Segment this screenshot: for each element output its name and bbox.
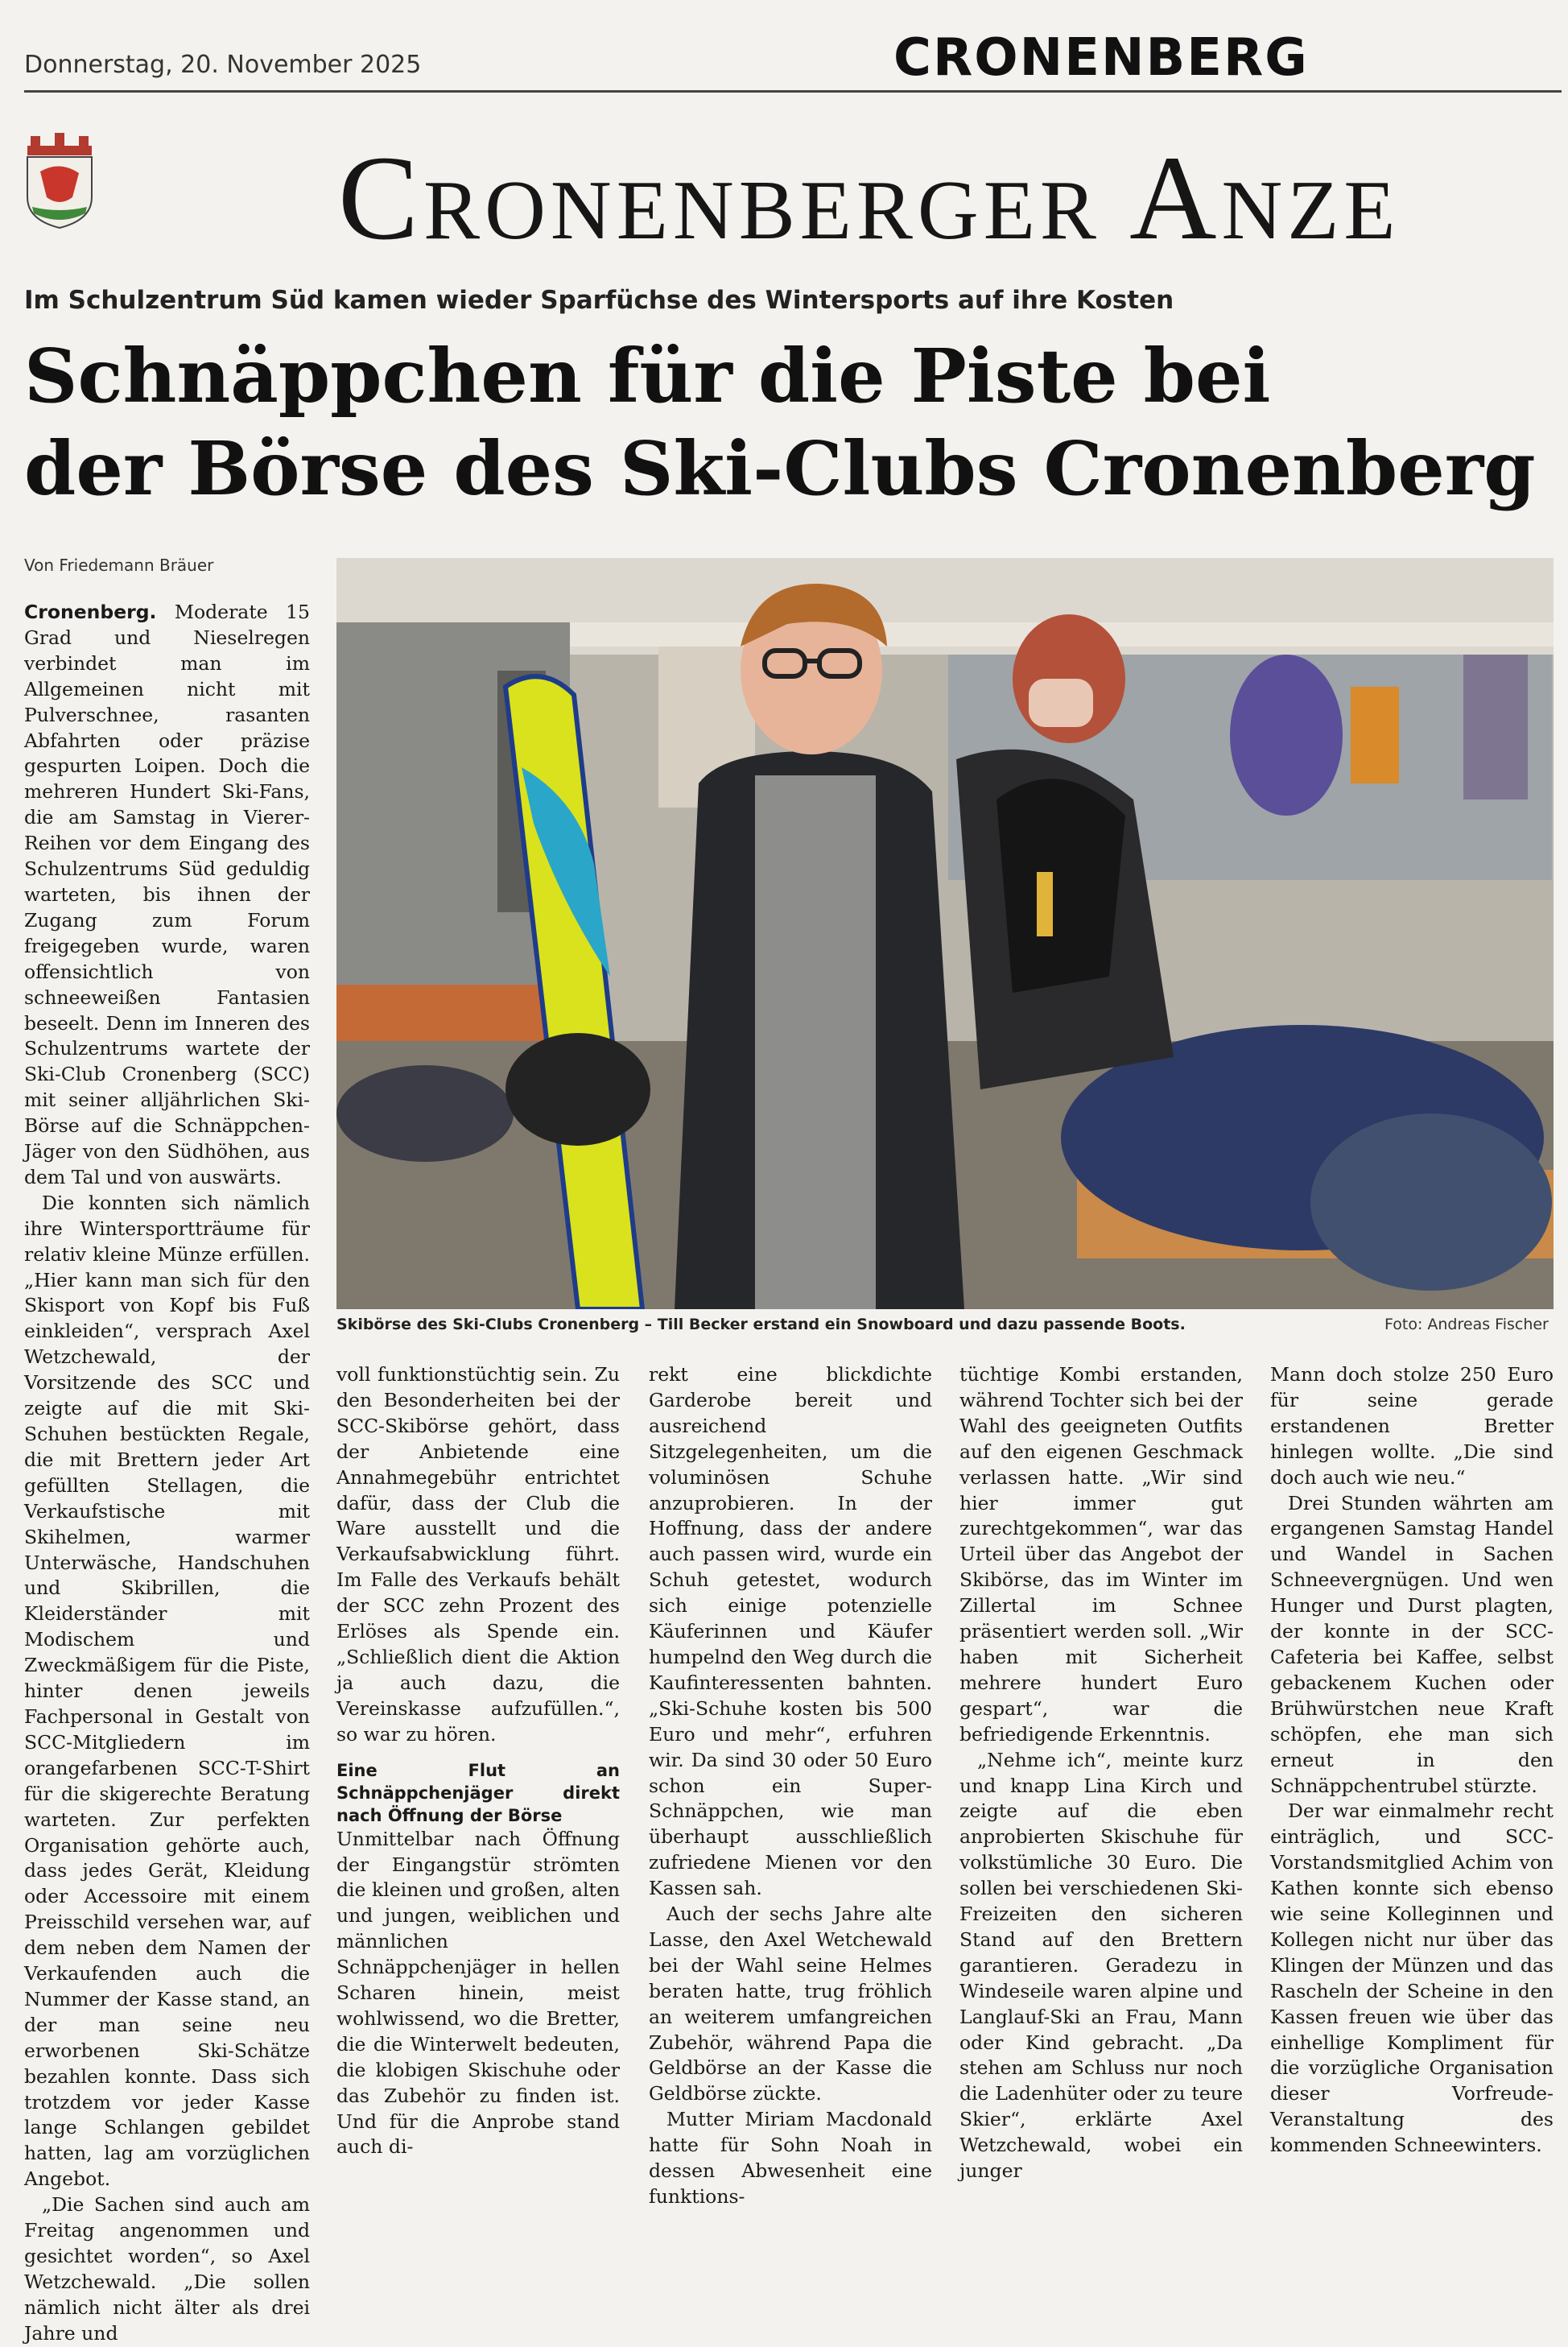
photo-illustration: [336, 558, 1554, 1309]
photo-caption: Skibörse des Ski-Clubs Cronenberg – Till Becker erstand ein Snowboard und dazu passende Boots.: [336, 1316, 1186, 1333]
newspaper-masthead: Cronenberger Anze: [338, 131, 1401, 265]
paragraph: Der war einmalmehr recht einträglich, und SCC-Vorstandsmitglied Achim von Kathen konnte sich ebenso wie seine Kolleginnen und Kollegen nicht nur über das Klingen der Münzen und das Rascheln der Scheine in den Kassen freuen wie über das einhellige Kompliment für die vorzügliche Organisation dieser Vorfreude-Veranstaltung des kommenden Schneewinters.: [1270, 1800, 1554, 2157]
city-crest-icon: [24, 133, 95, 229]
dateline-place: Cronenberg.: [24, 601, 157, 623]
text-column-2: [336, 1362, 620, 2160]
paragraph: Die konnten sich nämlich ihre Wintersportträume für relativ kleine Münze erfüllen. „Hier kann man sich für den Skisport von Kopf bis Fuß einkleiden“, versprach Axel Wetzchewald, der Vorsitzende des SCC und zeigte auf die mit Ski-Schuhen bestückten Regale, die mit Brettern jeder Art gefüllten Stellagen, die Verkaufstische mit Skihelmen, warmer Unterwäsche, Handschuhen und Skibrillen, die Kleiderständer mit Modischem und Zweckmäßigem für die Piste, hinter denen jeweils Fachpersonal in Gestalt von SCC-Mitgliedern im orangefarbenen SCC-T-Shirt für die skigerechte Beratung warteten. Zur perfekten Organisation gehörte auch, dass jedes Gerät, Kleidung oder Accessoire mit einem Preisschild versehen war, auf dem neben dem Namen der Verkaufenden auch die Nummer der Kasse stand, an der man seine neu erworbenen Ski-Schätze bezahlen konnte. Dass sich trotzdem vor jeder Kasse lange Schlangen gebildet hatten, lag am vorzüglichen Angebot.: [24, 1191, 310, 2191]
section-title: CRONENBERG: [893, 28, 1309, 88]
paragraph: Unmittelbar nach Öffnung der Eingangstür strömten die kleinen und großen, alten und jungen, weiblichen und männlichen Schnäppchenjäger in hellen Scharen hinein, meist wohlwissend, wo die Bretter, die die Winterwelt bedeuten, die klobigen Skischuhe oder das Zubehör zu finden ist. Und für die Anprobe stand auch di-: [336, 1827, 620, 2159]
issue-date: Donnerstag, 20. November 2025: [24, 51, 422, 79]
byline: Von Friedemann Bräuer: [24, 556, 214, 575]
photo-credit: Foto: Andreas Fischer: [1384, 1316, 1549, 1333]
paragraph: Drei Stunden währten am ergangenen Samstag Handel und Wandel in Sachen Schneevergnügen. Und wen Hunger und Durst plagten, der konnte in der SCC-Cafeteria bei Kaffee, selbst gebackenem Kuchen oder Brühwürstchen neue Kraft schöpfen, ehe man sich erneut in den Schnäppchentrubel stürzte.: [1270, 1491, 1554, 1797]
paragraph: rekt eine blickdichte Garderobe bereit und ausreichend Sitzgelegenheiten, um die voluminösen Schuhe anzuprobieren. In der Hoffnung, dass der andere auch passen wird, wurde ein Schuh getestet, wodurch sich einige potenzielle Käuferinnen und Käufer humpelnd den Weg durch die Kaufinteressenten bahnten. „Ski-Schuhe kosten bis 500 Euro und mehr“, erfuhren wir. Da sind 30 oder 50 Euro schon ein Super-Schnäppchen, wie man überhaupt ausschließlich zufriedene Mienen vor den Kassen sah.: [649, 1363, 932, 1900]
paragraph: Mutter Miriam Macdonald hatte für Sohn Noah in dessen Abwesenheit eine funktions-: [649, 2108, 932, 2208]
article-headline: [24, 330, 1537, 515]
subheading: Eine Flut an Schnäppchenjäger direkt nach Öffnung der Börse: [336, 1760, 620, 1825]
paragraph: voll funktionstüchtig sein. Zu den Besonderheiten bei der SCC-Skibörse gehört, dass der Anbietende eine Annahmegebühr entrichtet dafür, dass der Club die Ware ausstellt und die Verkaufsabwicklung führt. Im Falle des Verkaufs behält der SCC zehn Prozent des Erlöses als Spende ein. „Schließlich dient die Aktion ja auch dazu, die Vereinskasse aufzufüllen.“, so war zu hören.: [336, 1363, 620, 1746]
paragraph: „Nehme ich“, meinte kurz und knapp Lina Kirch und zeigte auf die eben anprobierten Skischuhe für volkstümliche 30 Euro. Die sollen bei verschiedenen Ski-Freizeiten den sicheren Stand auf den Brettern garantieren. Geradezu in Windeseile waren alpine und Langlauf-Ski an Frau, Mann oder Kind gebracht. „Da stehen am Schluss nur noch die Ladenhüter oder zu teure Skier“, erklärte Axel Wetzchewald, wobei ein junger: [959, 1748, 1243, 2183]
text-column-3: [649, 1362, 932, 2210]
headline-line-2: der Börse des Ski-Clubs Cronenberg: [24, 425, 1536, 512]
article-photo: [336, 558, 1554, 1309]
header-rule: [24, 90, 1562, 93]
headline-line-1: Schnäppchen für die Piste bei: [24, 333, 1271, 419]
article-kicker: Im Schulzentrum Süd kamen wieder Sparfüchse des Wintersports auf ihre Kosten: [24, 286, 1174, 315]
paragraph: „Die Sachen sind auch am Freitag angenommen und gesichtet worden“, so Axel Wetzchewald. „Die sollen nämlich nicht älter als drei Jahre und: [24, 2193, 310, 2345]
paragraph: tüchtige Kombi erstanden, während Tochter sich bei der Wahl des geeigneten Outfits auf den eigenen Geschmack verlassen hatte. „Wir sind hier immer gut zurechtgekommen“, war das Urteil über das Angebot der Skibörse, das im Winter im Zillertal im Schnee präsentiert werden soll. „Wir haben mit Sicherheit mehrere hundert Euro gespart“, war die befriedigende Erkenntnis.: [959, 1363, 1243, 1746]
text-column-5: [1270, 1362, 1554, 2159]
paragraph: Mann doch stolze 250 Euro für seine gerade erstandenen Bretter hinlegen wollte. „Die sind doch auch wie neu.“: [1270, 1363, 1554, 1489]
paragraph-text: Moderate 15 Grad und Nieselregen verbindet man im Allgemeinen nicht mit Pulverschnee, rasanten Abfahrten oder präzise gespurten Loipen. Doch die mehreren Hundert Ski-Fans, die am Samstag in Vierer-Reihen vor dem Eingang des Schulzentrums Süd geduldig warteten, bis ihnen der Zugang zum Forum freigegeben wurde, waren offensichtlich von schneeweißen Fantasien beseelt. Denn im Inneren des Schulzentrums wartete der Ski-Club Cronenberg (SCC) mit seiner alljährlichen Ski-Börse auf die Schnäppchen-Jäger von den Südhöhen, aus dem Tal und von auswärts.: [24, 601, 310, 1188]
paragraph: Auch der sechs Jahre alte Lasse, den Axel Wetchewald bei der Wahl seine Helmes beraten hatte, trug fröhlich an weiterem umfangreichen Zubehör, während Papa die Geldbörse an der Kasse die Geldbörse zückte.: [649, 1903, 932, 2105]
text-column-1: [24, 600, 310, 2347]
page-header: [24, 20, 1554, 93]
paragraph: [24, 600, 310, 1191]
